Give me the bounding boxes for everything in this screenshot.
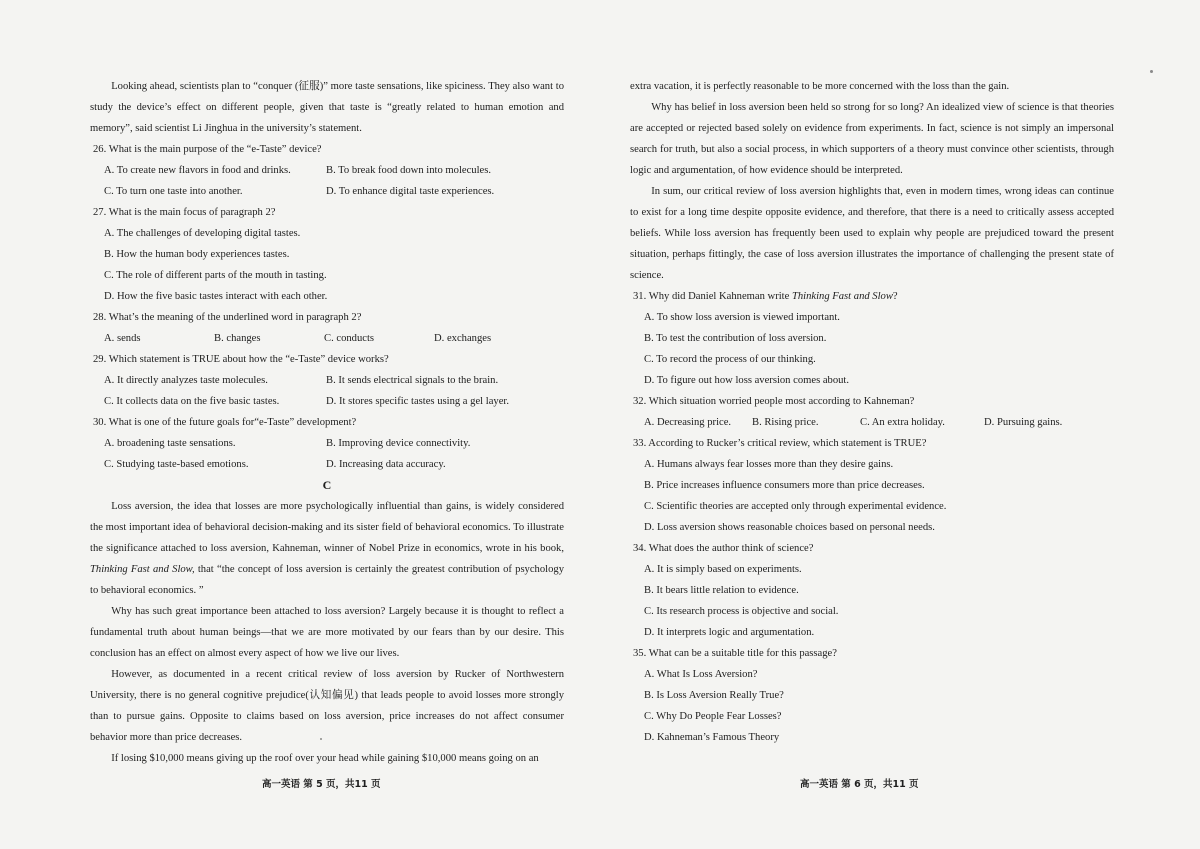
q32-options <box>630 412 1114 433</box>
q30-option-d: D. Increasing data accuracy. <box>326 459 446 470</box>
q34-option-c: C. Its research process is objective and social. <box>644 606 839 617</box>
q31-option-b: B. To test the contribution of loss aversion. <box>644 333 827 344</box>
q27-option-d: D. How the five basic tastes interact with each other. <box>104 291 328 302</box>
q26-options-row1 <box>90 160 564 181</box>
q31-option-c: C. To record the process of our thinking. <box>644 354 816 365</box>
q29-option-c: C. It collects data on the five basic tastes. <box>104 396 280 407</box>
q27-option-a: A. The challenges of developing digital tastes. <box>104 228 301 239</box>
q27-option-c: C. The role of different parts of the mouth in tasting. <box>104 270 327 281</box>
paragraph-c1-part-b: that “the concept of loss aversion is certainly the greatest contribution of psychology to behavioral economics. ” <box>90 564 564 596</box>
question-33: 33. According to Rucker’s critical review, which statement is TRUE? <box>633 438 927 449</box>
q30-options-row1 <box>90 433 564 454</box>
q33-option-b: B. Price increases influence consumers more than price decreases. <box>644 480 925 491</box>
paragraph-c1-part-a: Loss aversion, the idea that losses are more psychologically influential than gains, is widely considered the most important idea of behavioral decision-making and its sister field of behavioral economics. To illustrate the significance attached to loss aversion, Kahneman, winner of Nobel Prize in economics, wrote in his book, <box>90 501 564 554</box>
q26-option-c: C. To turn one taste into another. <box>104 186 243 197</box>
q29-option-b: B. It sends electrical signals to the brain. <box>326 375 499 386</box>
q32-option-c: C. An extra holiday. <box>860 417 945 428</box>
q33-option-d: D. Loss aversion shows reasonable choices based on personal needs. <box>644 522 935 533</box>
q32-option-d: D. Pursuing gains. <box>984 417 1063 428</box>
paragraph-c3: However, as documented in a recent critical review of loss aversion by Rucker of Northwestern University, there is no general cognitive prejudice(认知偏见) that leads people to avoid losses more strongly than to pursue gains. Opposite to claims based on loss aversion, price increases do not affect consumer behavior more than price decreases. <box>90 669 564 743</box>
paragraph-r3: In sum, our critical review of loss aversion highlights that, even in modern times, wrong ideas can continue to exist for a long time despite opposite evidence, and therefore, that there is a need to critically assess accepted beliefs. While loss aversion has frequently been used to explain why people are prejudiced toward the present situation, perhaps fittingly, the case of loss aversion illustrates the importance of challenging the present state of science. <box>630 186 1114 281</box>
section-c-heading: C <box>322 478 332 492</box>
q35-option-c: C. Why Do People Fear Losses? <box>644 711 782 722</box>
paragraph-intro: Looking ahead, scientists plan to “conquer (征服)” more taste sensations, like spiciness. They also want to study the device’s effect on different people, given that taste is “greatly related to human emotion and memory”, said scientist Li Jinghua in the university’s statement. <box>90 81 564 134</box>
question-26: 26. What is the main purpose of the “e-Taste” device? <box>93 144 322 155</box>
q31-book-title: Thinking Fast and Slow <box>791 291 893 302</box>
q30-option-b: B. Improving device connectivity. <box>326 438 471 449</box>
q31-option-a: A. To show loss aversion is viewed important. <box>644 312 840 323</box>
q28-options <box>90 328 564 349</box>
q34-option-a: A. It is simply based on experiments. <box>644 564 802 575</box>
question-32: 32. Which situation worried people most according to Kahneman? <box>633 396 915 407</box>
q30-option-c: C. Studying taste-based emotions. <box>104 459 249 470</box>
q31-stem-a: 31. Why did Daniel Kahneman write <box>633 291 792 302</box>
q28-option-b: B. changes <box>214 333 261 344</box>
q26-option-a: A. To create new flavors in food and drinks. <box>104 165 291 176</box>
q27-option-b: B. How the human body experiences tastes. <box>104 249 290 260</box>
q29-option-d: D. It stores specific tastes using a gel layer. <box>326 396 509 407</box>
question-29: 29. Which statement is TRUE about how the “e-Taste” device works? <box>93 354 389 365</box>
page-footer-5: 高一英语 第 5 页，共11 页 <box>262 779 381 790</box>
question-28: 28. What’s the meaning of the underlined word in paragraph 2? <box>93 312 362 323</box>
q26-options-row2 <box>90 181 564 202</box>
q31-stem-b: ? <box>892 291 898 302</box>
q32-option-b: B. Rising price. <box>752 417 819 428</box>
q30-options-row2 <box>90 454 564 475</box>
paragraph-c2: Why has such great importance been attached to loss aversion? Largely because it is thought to reflect a fundamental truth about human beings—that we are more motivated by our fears than by our desire. This conclusion has an effect on almost every aspect of how we live our lives. <box>90 606 564 659</box>
q32-option-a: A. Decreasing price. <box>644 417 732 428</box>
q33-option-a: A. Humans always fear losses more than they desire gains. <box>644 459 894 470</box>
paragraph-c4: If losing $10,000 means giving up the roof over your head while gaining $10,000 means going on an <box>111 753 539 764</box>
q35-option-a: A. What Is Loss Aversion? <box>644 669 758 680</box>
q34-option-b: B. It bears little relation to evidence. <box>644 585 799 596</box>
book-title: Thinking Fast and Slow, <box>90 564 195 575</box>
scan-speck <box>1150 70 1153 73</box>
scan-speck <box>320 738 322 740</box>
paragraph-r2: Why has belief in loss aversion been held so strong for so long? An idealized view of science is that theories are accepted or rejected based solely on evidence from experiments. In fact, science is not simply an impersonal search for truth, but also a social process, in which supporters of a theory must convince other scientists, through logic and argumentation, of how evidence should be interpreted. <box>630 102 1114 176</box>
paragraph-continued: extra vacation, it is perfectly reasonable to be more concerned with the loss than the gain. <box>630 81 1010 92</box>
question-30: 30. What is one of the future goals for“e-Taste” development? <box>93 417 357 428</box>
q35-option-b: B. Is Loss Aversion Really True? <box>644 690 784 701</box>
q29-options-row1 <box>90 370 564 391</box>
q35-option-d: D. Kahneman’s Famous Theory <box>644 732 780 743</box>
q30-option-a: A. broadening taste sensations. <box>104 438 236 449</box>
paragraph-c1 <box>90 496 564 601</box>
q31-option-d: D. To figure out how loss aversion comes about. <box>644 375 850 386</box>
q29-options-row2 <box>90 391 564 412</box>
question-31 <box>630 286 1114 307</box>
question-34: 34. What does the author think of science? <box>633 543 814 554</box>
q26-option-d: D. To enhance digital taste experiences. <box>326 186 495 197</box>
q28-option-d: D. exchanges <box>434 333 492 344</box>
question-27: 27. What is the main focus of paragraph 2? <box>93 207 276 218</box>
q28-option-c: C. conducts <box>324 333 375 344</box>
q34-option-d: D. It interprets logic and argumentation. <box>644 627 815 638</box>
right-page <box>600 0 1200 849</box>
q33-option-c: C. Scientific theories are accepted only through experimental evidence. <box>644 501 947 512</box>
question-35: 35. What can be a suitable title for this passage? <box>633 648 837 659</box>
q29-option-a: A. It directly analyzes taste molecules. <box>104 375 268 386</box>
q26-option-b: B. To break food down into molecules. <box>326 165 492 176</box>
page-footer-6: 高一英语 第 6 页，共11 页 <box>800 779 919 790</box>
q28-option-a: A. sends <box>104 333 141 344</box>
